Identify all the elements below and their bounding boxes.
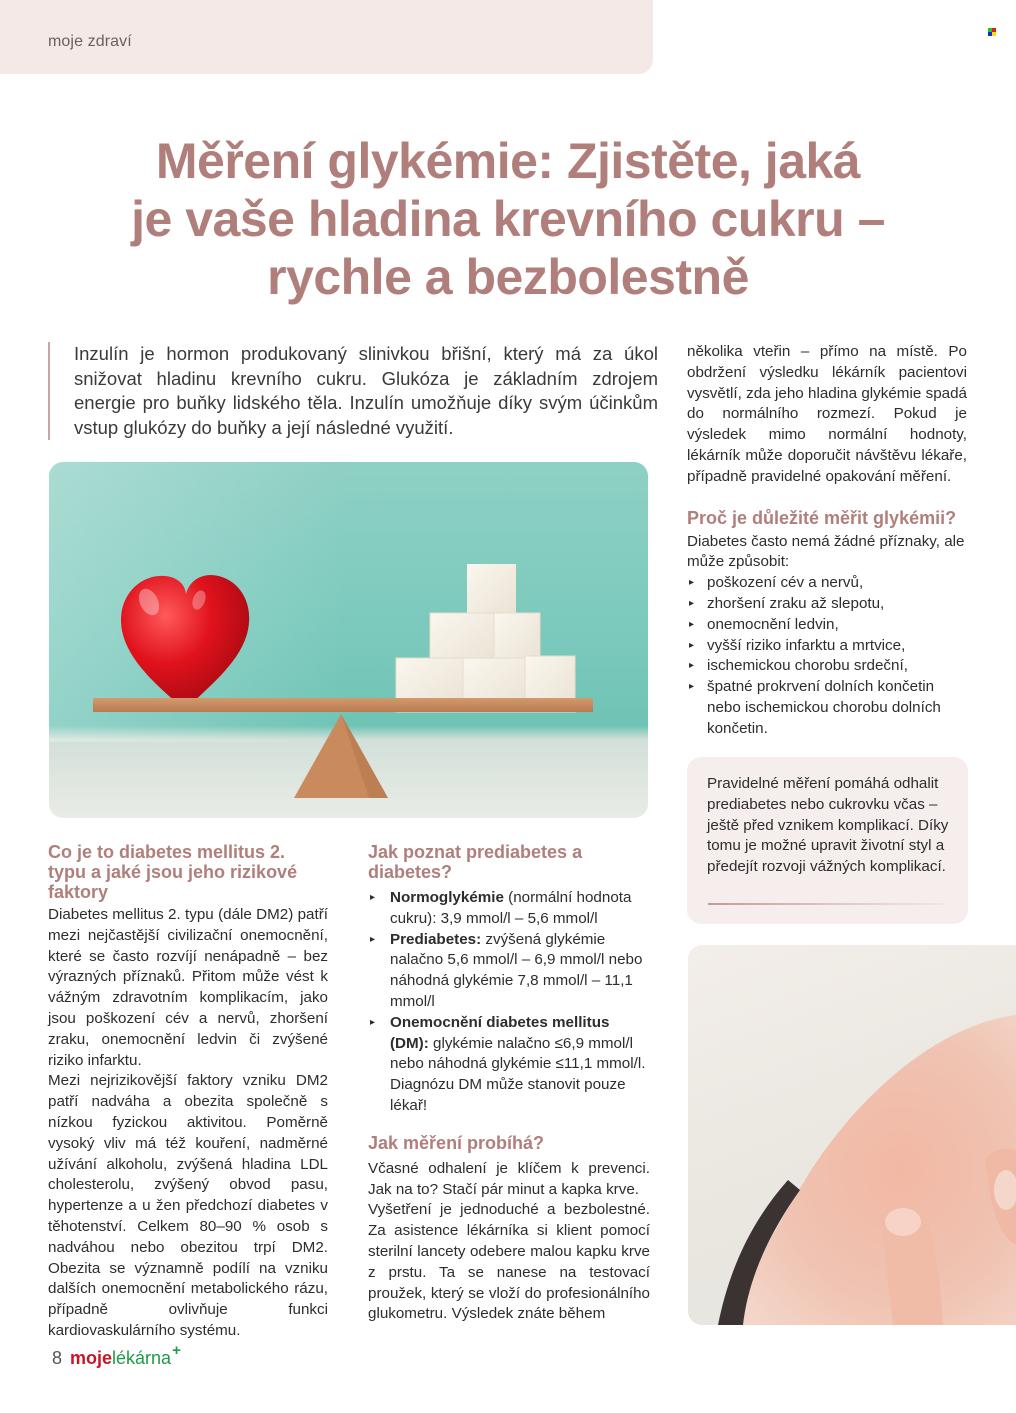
heading-recognize-prediabetes: Jak poznat prediabetes a diabetes? [368,842,583,882]
callout-box [687,757,968,924]
list-item-text: zhoršení zraku až slepotu, [707,594,885,612]
list-item [687,677,967,739]
list-item [687,594,967,615]
side-image-hand-fingertip [688,945,1016,1325]
glycemia-ranges-list [368,888,650,1117]
page-number: 8 [52,1348,63,1368]
bullet-triangle-icon: ▸ [689,577,695,589]
list-item [368,1013,650,1117]
list-item [368,888,650,930]
list-item-term: Prediabetes: [390,930,482,948]
paragraph-dm2-definition: Diabetes mellitus 2. typu (dále DM2) patří mezi nejčastější civilizační onemocnění, které se často rozvíjí nenápadně – bez výrazných příznaků. Přitom může vést k vážným zdravotním komplikacím, jako jsou poškození cév a nervů, zhoršení zraku, onemocnění ledvin či zvýšené riziko infarktu. [48,906,328,1069]
column-diabetes-info [48,842,328,1342]
callout-divider [708,903,946,905]
title-line1-rest: Zjistěte, jaká [553,133,861,189]
bullet-triangle-icon: ▸ [689,618,695,630]
list-item-term: Normoglykémie [390,889,504,906]
title-line3: rychle a bezbolestně [267,249,749,305]
list-item [687,615,967,636]
paragraph-risk-factors: Mezi nejrizikovější faktory vzniku DM2 patří nadváha a obezita společně s nízkou fyzickou aktivitou. Poměrně vysoký vliv má též kouření, nadměrné užívání alkoholu, zvýšená hladina LDL cholesterolu, zvýšený obvod pasu, hypertenze a u žen předchozí diabetes v těhotenství. Celkem 80–90 % osob s nadváhou nebo obezitou trpí DM2. Obezita se významně podílí na vzniku dalších onemocnění metabolického rázu, případně ovlivňuje funkci kardiovaskulárního systému. [48,1072,328,1339]
complications-list [687,573,967,739]
list-item-text: (normální hodnota cukru): 3,9 mmol/l – 5,6 mmol/l [390,889,632,927]
list-item-text: onemocnění ledvin, [707,615,839,633]
heading-how-measurement-works: Jak měření probíhá? [368,1132,545,1153]
bullet-triangle-icon: ▸ [370,892,376,903]
paragraph-early-detection: Včasné odhalení je klíčem k prevenci. Jak na to? Stačí pár minut a kapka krve. [368,1159,650,1198]
title-line2: je vaše hladina krevního cukru – [131,191,885,247]
callout-text: Pravidelné měření pomáhá odhalit prediabetes nebo cukrovku včas – ještě před vznikem komplikací. Díky tomu je možné upravit životní styl a předejít rozvoji vážných komplikací. [707,775,949,876]
list-item [368,930,650,1013]
list-item-text: ischemickou chorobu srdeční, [707,657,908,675]
lead-paragraph: Inzulín je hormon produkovaný slinivkou břišní, který má za úkol snižovat hladinu krevního cukru. Glukóza je základním zdrojem energie pro buňky lidského těla. Inzulín umožňuje díky svým účinkům vstup glukózy do buňky a její následné využití. [48,342,658,440]
page-title [80,132,936,306]
list-item-text: poškození cév a nervů, [707,574,864,592]
title-bold-part: Měření glykémie: [155,133,554,189]
list-item-term: Onemocnění diabetes mellitus (DM): [390,1013,610,1052]
heading-diabetes-type2: Co je to diabetes mellitus 2. typu a jaké jsou jeho rizikové faktory [48,842,298,902]
list-item-text: vyšší riziko infarktu a mrtvice, [707,636,906,654]
column-why-measure [687,342,967,740]
pharmacy-cross-icon: + [172,1342,181,1359]
print-color-mark-icon [988,28,996,36]
list-item-text: glykémie nalačno ≤6,9 mmol/l nebo náhodná glykémie ≤11,1 mmol/l. Diagnózu DM může stanovit pouze lékař! [390,1034,646,1114]
list-item [687,636,967,657]
list-item-text: špatné prokrvení dolních končetin nebo ischemickou chorobu dolních končetin. [707,678,941,737]
bullet-triangle-icon: ▸ [689,639,695,651]
list-item [687,573,967,594]
column-recognition-measurement [368,842,650,1325]
page-footer [52,1342,181,1369]
section-header-band [0,0,653,74]
list-item [687,656,967,677]
bullet-triangle-icon: ▸ [689,660,695,672]
list-item-text: zvýšená glykémie nalačno 5,6 mmol/l – 6,9 mmol/l nebo náhodná glykémie 7,8 mmol/l – 11,1 mmol/l [390,930,643,1010]
bullet-triangle-icon: ▸ [370,933,376,945]
bullet-triangle-icon: ▸ [689,681,695,693]
bullet-triangle-icon: ▸ [370,1016,376,1028]
hero-image-heart-sugar-seesaw [49,462,648,818]
paragraph-procedure-continued: několika vteřin – přímo na místě. Po obdržení výsledku lékárník pacientovi vysvětlí, zda jeho hladina glykémie spadá do normálního rozmezí. Pokud je výsledek mimo normální hodnoty, lékárník může doporučit návštěvu lékaře, případně pravidelné opakování měření. [687,343,967,485]
paragraph-procedure: Vyšetření je jednoduché a bezbolestné. Za asistence lékárníka si klient pomocí sterilní lancety odebere malou kapku krve z prstu. Ta se nanese na testovací proužek, který se vloží do profesionálního glukometru. Výsledek znáte během [368,1201,650,1323]
section-label: moje zdraví [48,33,132,50]
brand-logo-moje: moje [70,1348,113,1368]
bullet-triangle-icon: ▸ [689,597,695,609]
heading-why-measure: Proč je důležité měřit glykémii? [687,507,957,528]
paragraph-complications-intro: Diabetes často nemá žádné příznaky, ale může způsobit: [687,532,965,571]
brand-logo-lekarna: lékárna [112,1348,172,1368]
